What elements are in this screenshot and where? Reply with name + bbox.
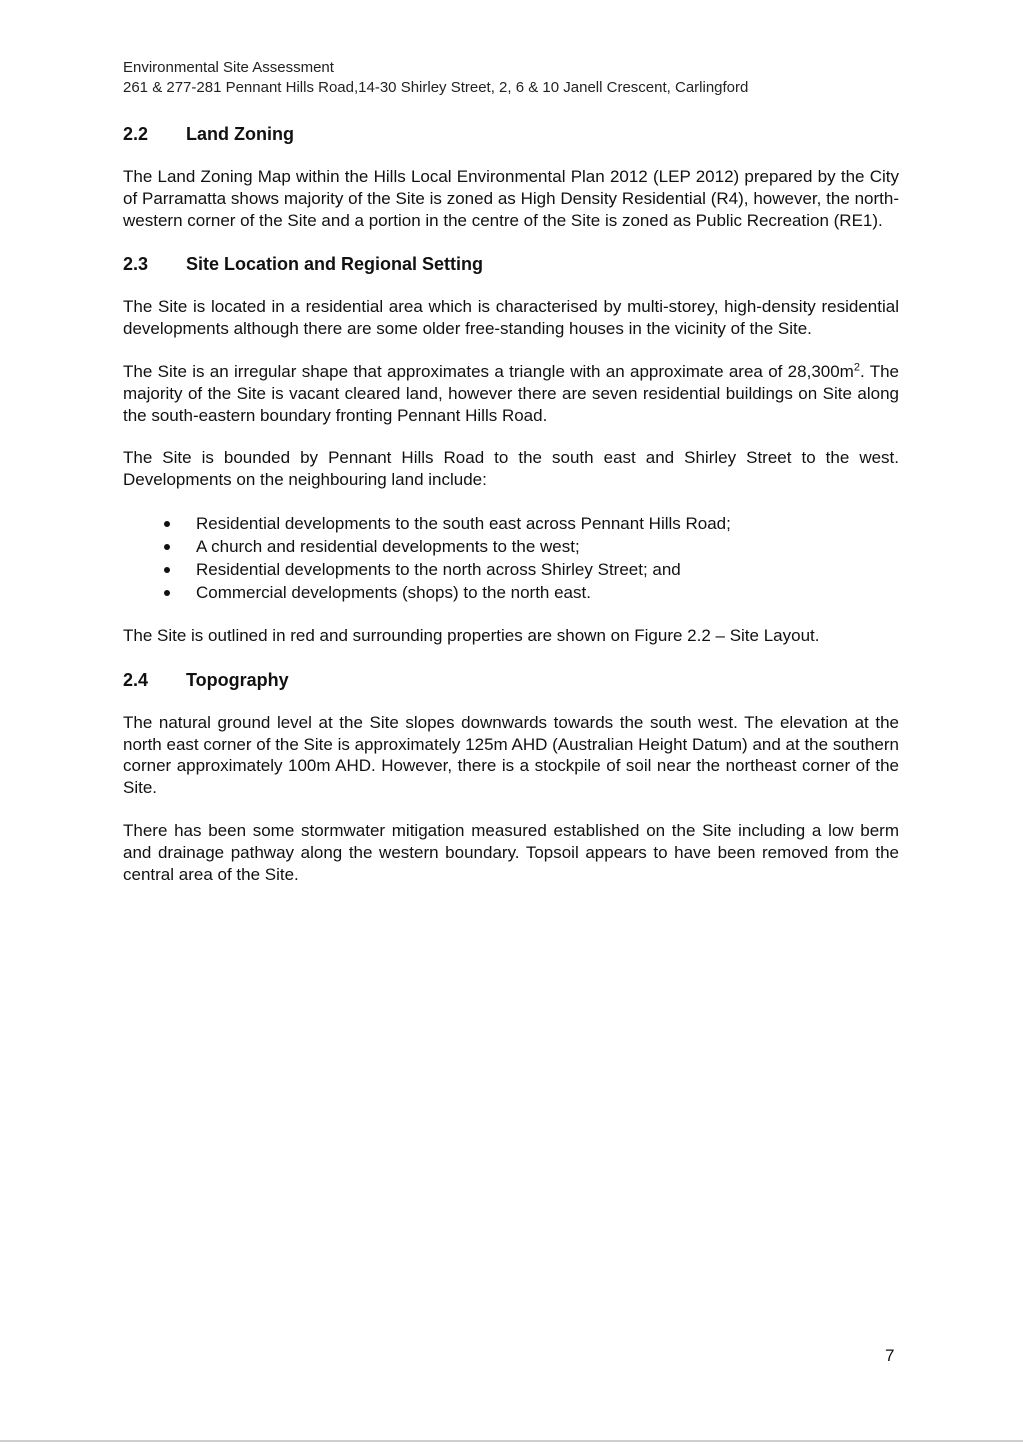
paragraph: The natural ground level at the Site slopes downwards towards the south west. The elevation at the north east corner of the Site is approximately 125m AHD (Australian Height Datum) and at the southern corner approximately 100m AHD. However, there is a stockpile of soil near the northeast corner of the Site. bbox=[123, 712, 899, 798]
area-text: The Site is an irregular shape that approximates a triangle with an approximate area of 28,300m bbox=[123, 361, 854, 381]
running-header bbox=[123, 58, 748, 98]
area-text-continued: . The majority of the Site is vacant cleared land, however there are seven residential buildings on Site along the south-eastern boundary fronting Pennant Hills Road. bbox=[123, 361, 899, 425]
page-bottom-divider bbox=[0, 1440, 1023, 1442]
paragraph: The Site is outlined in red and surrounding properties are shown on Figure 2.2 – Site Layout. bbox=[123, 625, 820, 645]
section-number: 2.4 bbox=[123, 669, 149, 690]
superscript: 2 bbox=[853, 361, 860, 374]
section-heading-2-2 bbox=[123, 122, 899, 146]
section-title: Topography bbox=[186, 669, 289, 690]
section-number: 2.2 bbox=[123, 124, 149, 144]
section-number: 2.3 bbox=[123, 254, 149, 275]
bullet-icon bbox=[164, 544, 170, 550]
page-number: 7 bbox=[885, 1346, 895, 1365]
bullet-icon bbox=[164, 521, 170, 527]
paragraph: The Site is located in a residential area which is characterised by multi-storey, high-density residential developments although there are some older free-standing houses in the vicinity of the Site. bbox=[123, 297, 899, 339]
header-address: 261 & 277-281 Pennant Hills Road,14-30 Shirley Street, 2, 6 & 10 Janell Crescent, Carlingford bbox=[123, 79, 749, 96]
paragraph-area bbox=[123, 361, 899, 426]
document-body bbox=[123, 122, 899, 885]
section-title: Land Zoning bbox=[186, 124, 294, 144]
list-item bbox=[123, 512, 899, 535]
paragraph: The Land Zoning Map within the Hills Local Environmental Plan 2012 (LEP 2012) prepared by the City of Parramatta shows majority of the Site is zoned as High Density Residential (R4), however, the north-western corner of the Site and a portion in the centre of the Site is zoned as Public Recreation (RE1). bbox=[123, 167, 899, 230]
list-item bbox=[123, 558, 899, 581]
list-item bbox=[123, 581, 899, 604]
list-item bbox=[123, 535, 899, 558]
list-item-text: A church and residential developments to the west; bbox=[196, 536, 580, 556]
header-title: Environmental Site Assessment bbox=[123, 59, 334, 76]
paragraph: The Site is bounded by Pennant Hills Road to the south east and Shirley Street to the west. Developments on the neighbouring land include: bbox=[123, 448, 899, 490]
bullet-list bbox=[123, 512, 899, 604]
list-item-text: Residential developments to the south east across Pennant Hills Road; bbox=[196, 513, 731, 533]
list-item-text: Commercial developments (shops) to the north east. bbox=[196, 582, 591, 602]
list-item-text: Residential developments to the north across Shirley Street; and bbox=[196, 559, 681, 579]
paragraph: There has been some stormwater mitigation measured established on the Site including a low berm and drainage pathway along the western boundary. Topsoil appears to have been removed from the central area of the Site. bbox=[123, 820, 899, 884]
bullet-icon bbox=[164, 567, 170, 573]
section-heading-2-3 bbox=[123, 252, 899, 276]
bullet-icon bbox=[164, 590, 170, 596]
section-title: Site Location and Regional Setting bbox=[186, 254, 484, 275]
section-heading-2-4 bbox=[123, 668, 899, 692]
